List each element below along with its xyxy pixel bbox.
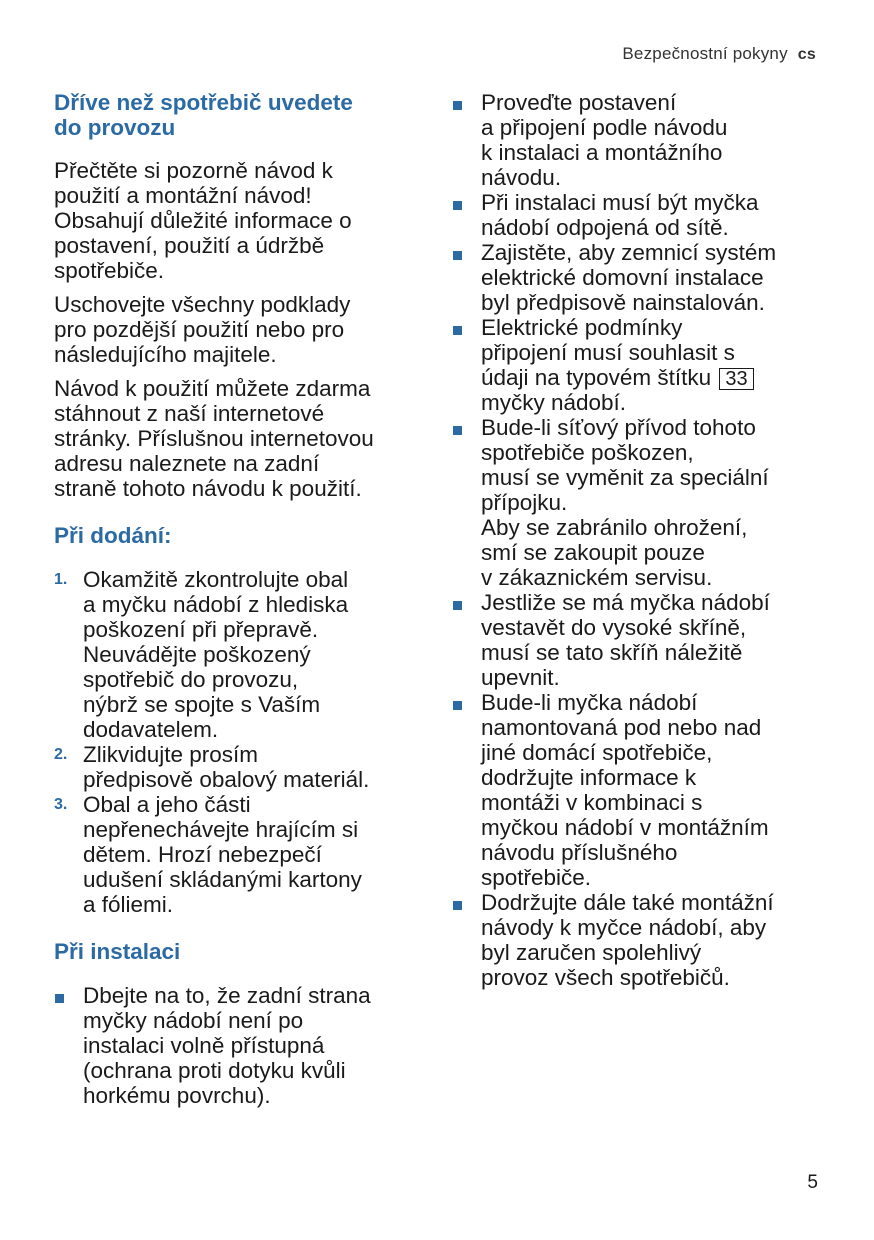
text-line: smí se zakoupit pouze (481, 540, 705, 565)
text-line: musí se vyměnit za speciální (481, 465, 769, 490)
text-line: jiné domácí spotřebiče, (481, 740, 713, 765)
page-number: 5 (807, 1172, 818, 1193)
text-line: nýbrž se spojte s Vaším (83, 692, 321, 717)
list-item (452, 315, 822, 415)
square-bullet-icon (453, 251, 462, 260)
text-line: byl předpisově nainstalován. (481, 290, 765, 315)
text-line: (ochrana proti dotyku kvůli (83, 1058, 346, 1083)
square-bullet-icon (55, 994, 64, 1003)
square-bullet-icon (453, 201, 462, 210)
text-line: postavení, použití a údržbě (54, 233, 325, 258)
list-item (452, 415, 822, 590)
text-line: montáži v kombinaci s (481, 790, 703, 815)
text-line: připojení musí souhlasit s (481, 340, 735, 365)
text-line: Bude-li síťový přívod tohoto (481, 415, 756, 440)
text-line: v zákaznickém servisu. (481, 565, 713, 590)
text-line: Proveďte postavení (481, 90, 677, 115)
text-line: dodavatelem. (83, 717, 219, 742)
text-line: vestavět do vysoké skříně, (481, 615, 747, 640)
text-line: Neuvádějte poškozený (83, 642, 311, 667)
text-line: stránky. Příslušnou internetovou (54, 426, 374, 451)
text-line: adresu naleznete na zadní (54, 451, 320, 476)
text-line: a myčku nádobí z hlediska (83, 592, 349, 617)
text-line: a připojení podle návodu (481, 115, 728, 140)
text-line: a fóliemi. (83, 892, 174, 917)
square-bullet-icon (453, 901, 462, 910)
text-line: pro pozdější použití nebo pro (54, 317, 345, 342)
text-line: přípojku. (481, 490, 568, 515)
text-line: Dbejte na to, že zadní strana (83, 983, 371, 1008)
text-line: použití a montážní návod! (54, 183, 312, 208)
text-line: upevnit. (481, 665, 560, 690)
installation-bullets (54, 983, 426, 1108)
text-line: spotřebič do provozu, (83, 667, 299, 692)
text-line: Zajistěte, aby zemnicí systém (481, 240, 777, 265)
running-header (622, 44, 816, 64)
text-line: dodržujte informace k (481, 765, 697, 790)
list-item (452, 90, 822, 190)
text-line: stáhnout z naší internetové (54, 401, 325, 426)
list-item (452, 690, 822, 890)
text-line: Elektrické podmínky (481, 315, 683, 340)
text-line: Návod k použití můžete zdarma (54, 376, 371, 401)
right-column (452, 90, 822, 990)
list-item (54, 567, 426, 742)
step-number: 1. (54, 571, 68, 588)
text-line: Dodržujte dále také montážní (481, 890, 774, 915)
text-line: spotřebiče. (481, 865, 592, 890)
list-item (452, 890, 822, 990)
text-line (481, 365, 822, 390)
text-line: spotřebiče poškozen, (481, 440, 694, 465)
text-line: myčkou nádobí v montážním (481, 815, 769, 840)
text-line: Uschovejte všechny podklady (54, 292, 351, 317)
paragraph-download-manual (54, 376, 426, 501)
delivery-steps-list (54, 567, 426, 917)
text-line: nepřenechávejte hrajícím si (83, 817, 359, 842)
text-line: návody k myčce nádobí, aby (481, 915, 767, 940)
text-line: instalaci volně přístupná (83, 1033, 325, 1058)
text-line: předpisově obalový materiál. (83, 767, 370, 792)
square-bullet-icon (453, 601, 462, 610)
list-item (54, 983, 426, 1108)
text-line: spotřebiče. (54, 258, 165, 283)
text-line: následujícího majitele. (54, 342, 277, 367)
text-line: udušení skládanými kartony (83, 867, 362, 892)
paragraph-read-manual (54, 158, 426, 283)
paragraph-keep-documents (54, 292, 426, 367)
square-bullet-icon (453, 101, 462, 110)
text-line: nádobí odpojená od sítě. (481, 215, 729, 240)
text-line: horkému povrchu). (83, 1083, 271, 1108)
text-line: Okamžitě zkontrolujte obal (83, 567, 349, 592)
step-number: 3. (54, 796, 68, 813)
text-line: Obsahují důležité informace o (54, 208, 352, 233)
left-column (54, 90, 426, 1108)
header-section-title: Bezpečnostní pokyny (622, 44, 788, 63)
text-line: Jestliže se má myčka nádobí (481, 590, 770, 615)
text-line: poškození při přepravě. (83, 617, 319, 642)
header-language-code: cs (797, 46, 816, 63)
square-bullet-icon (453, 426, 462, 435)
text-line: Bude-li myčka nádobí (481, 690, 698, 715)
text-line: Při instalaci musí být myčka (481, 190, 759, 215)
square-bullet-icon (453, 701, 462, 710)
list-item (452, 190, 822, 240)
list-item (452, 590, 822, 690)
text-line: namontovaná pod nebo nad (481, 715, 762, 740)
text-line: myčky nádobí. (481, 390, 627, 415)
page-reference-box: 33 (719, 368, 753, 390)
heading-line: Dříve než spotřebič uvedete (54, 90, 353, 115)
text-line: Přečtěte si pozorně návod k (54, 158, 333, 183)
text-line: Obal a jeho části (83, 792, 251, 817)
text-line: byl zaručen spolehlivý (481, 940, 702, 965)
text-line: návodu příslušného (481, 840, 678, 865)
heading-on-delivery: Při dodání: (54, 523, 172, 548)
text-line: Aby se zabránilo ohrožení, (481, 515, 748, 540)
text-line: provoz všech spotřebičů. (481, 965, 730, 990)
square-bullet-icon (453, 326, 462, 335)
text-line: musí se tato skříň náležitě (481, 640, 743, 665)
text-line: straně tohoto návodu k použití. (54, 476, 362, 501)
text-line: návodu. (481, 165, 562, 190)
text-fragment: údaji na typovém štítku (481, 365, 712, 390)
heading-line: do provozu (54, 115, 176, 140)
list-item (452, 240, 822, 315)
text-line: k instalaci a montážního (481, 140, 723, 165)
heading-installation: Při instalaci (54, 939, 181, 964)
text-line: Zlikvidujte prosím (83, 742, 259, 767)
text-line: myčky nádobí není po (83, 1008, 304, 1033)
list-item (54, 792, 426, 917)
text-line: elektrické domovní instalace (481, 265, 764, 290)
text-line: dětem. Hrozí nebezpečí (83, 842, 322, 867)
step-number: 2. (54, 746, 68, 763)
heading-before-use (54, 90, 426, 140)
list-item (54, 742, 426, 792)
safety-bullets (452, 90, 822, 990)
